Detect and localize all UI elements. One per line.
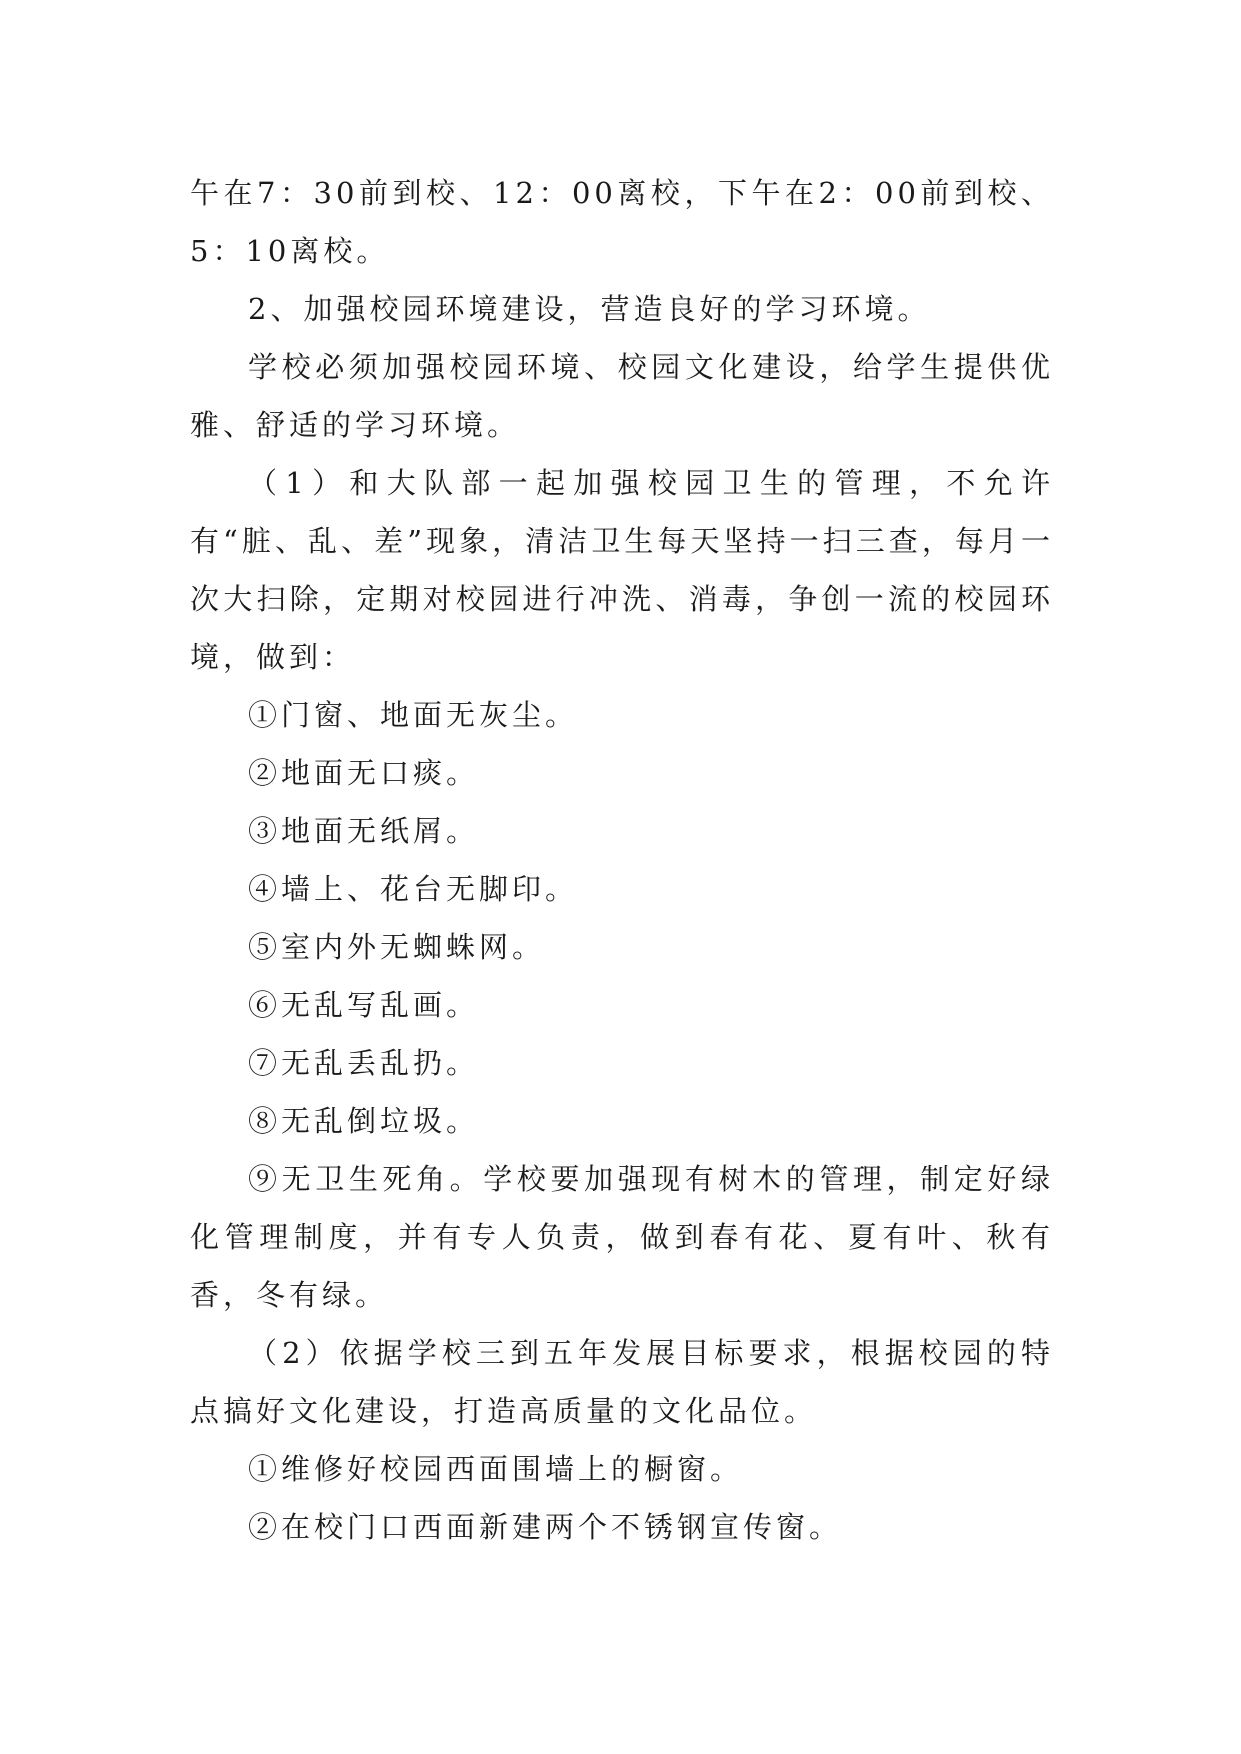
list-item-hygiene-5: ⑤室内外无蜘蛛网。 [248, 930, 546, 964]
list-item-hygiene-4: ④墙上、花台无脚印。 [248, 872, 579, 906]
paragraph-hygiene-management: （1）和大队部一起加强校园卫生的管理，不允许有“脏、乱、差”现象，清洁卫生每天坚持一扫三查，每月一次大扫除，定期对校园进行冲洗、消毒，争创一流的校园环境，做到： [190, 466, 1054, 674]
list-item-hygiene-2: ②地面无口痰。 [248, 756, 480, 790]
paragraph-continued-schedule: 午在7：30前到校、12：00离校，下午在2：00前到校、5：10离校。 [190, 176, 1054, 268]
list-item-hygiene-7: ⑦无乱丢乱扔。 [248, 1046, 480, 1080]
list-item-hygiene-1: ①门窗、地面无灰尘。 [248, 698, 579, 732]
list-item-hygiene-3: ③地面无纸屑。 [248, 814, 480, 848]
list-item-culture-1: ①维修好校园西面围墙上的橱窗。 [248, 1452, 744, 1486]
document-body [190, 164, 1054, 1556]
paragraph-culture-building: （2）依据学校三到五年发展目标要求，根据校园的特点搞好文化建设，打造高质量的文化品位。 [190, 1336, 1054, 1428]
paragraph-environment-intro: 学校必须加强校园环境、校园文化建设，给学生提供优雅、舒适的学习环境。 [190, 350, 1054, 442]
paragraph-heading-environment: 2、加强校园环境建设，营造良好的学习环境。 [248, 292, 931, 326]
list-item-hygiene-9: ⑨无卫生死角。学校要加强现有树木的管理，制定好绿化管理制度，并有专人负责，做到春有花、夏有叶、秋有香，冬有绿。 [190, 1162, 1054, 1312]
list-item-hygiene-6: ⑥无乱写乱画。 [248, 988, 480, 1022]
list-item-culture-2: ②在校门口西面新建两个不锈钢宣传窗。 [248, 1510, 843, 1544]
list-item-hygiene-8: ⑧无乱倒垃圾。 [248, 1104, 480, 1138]
